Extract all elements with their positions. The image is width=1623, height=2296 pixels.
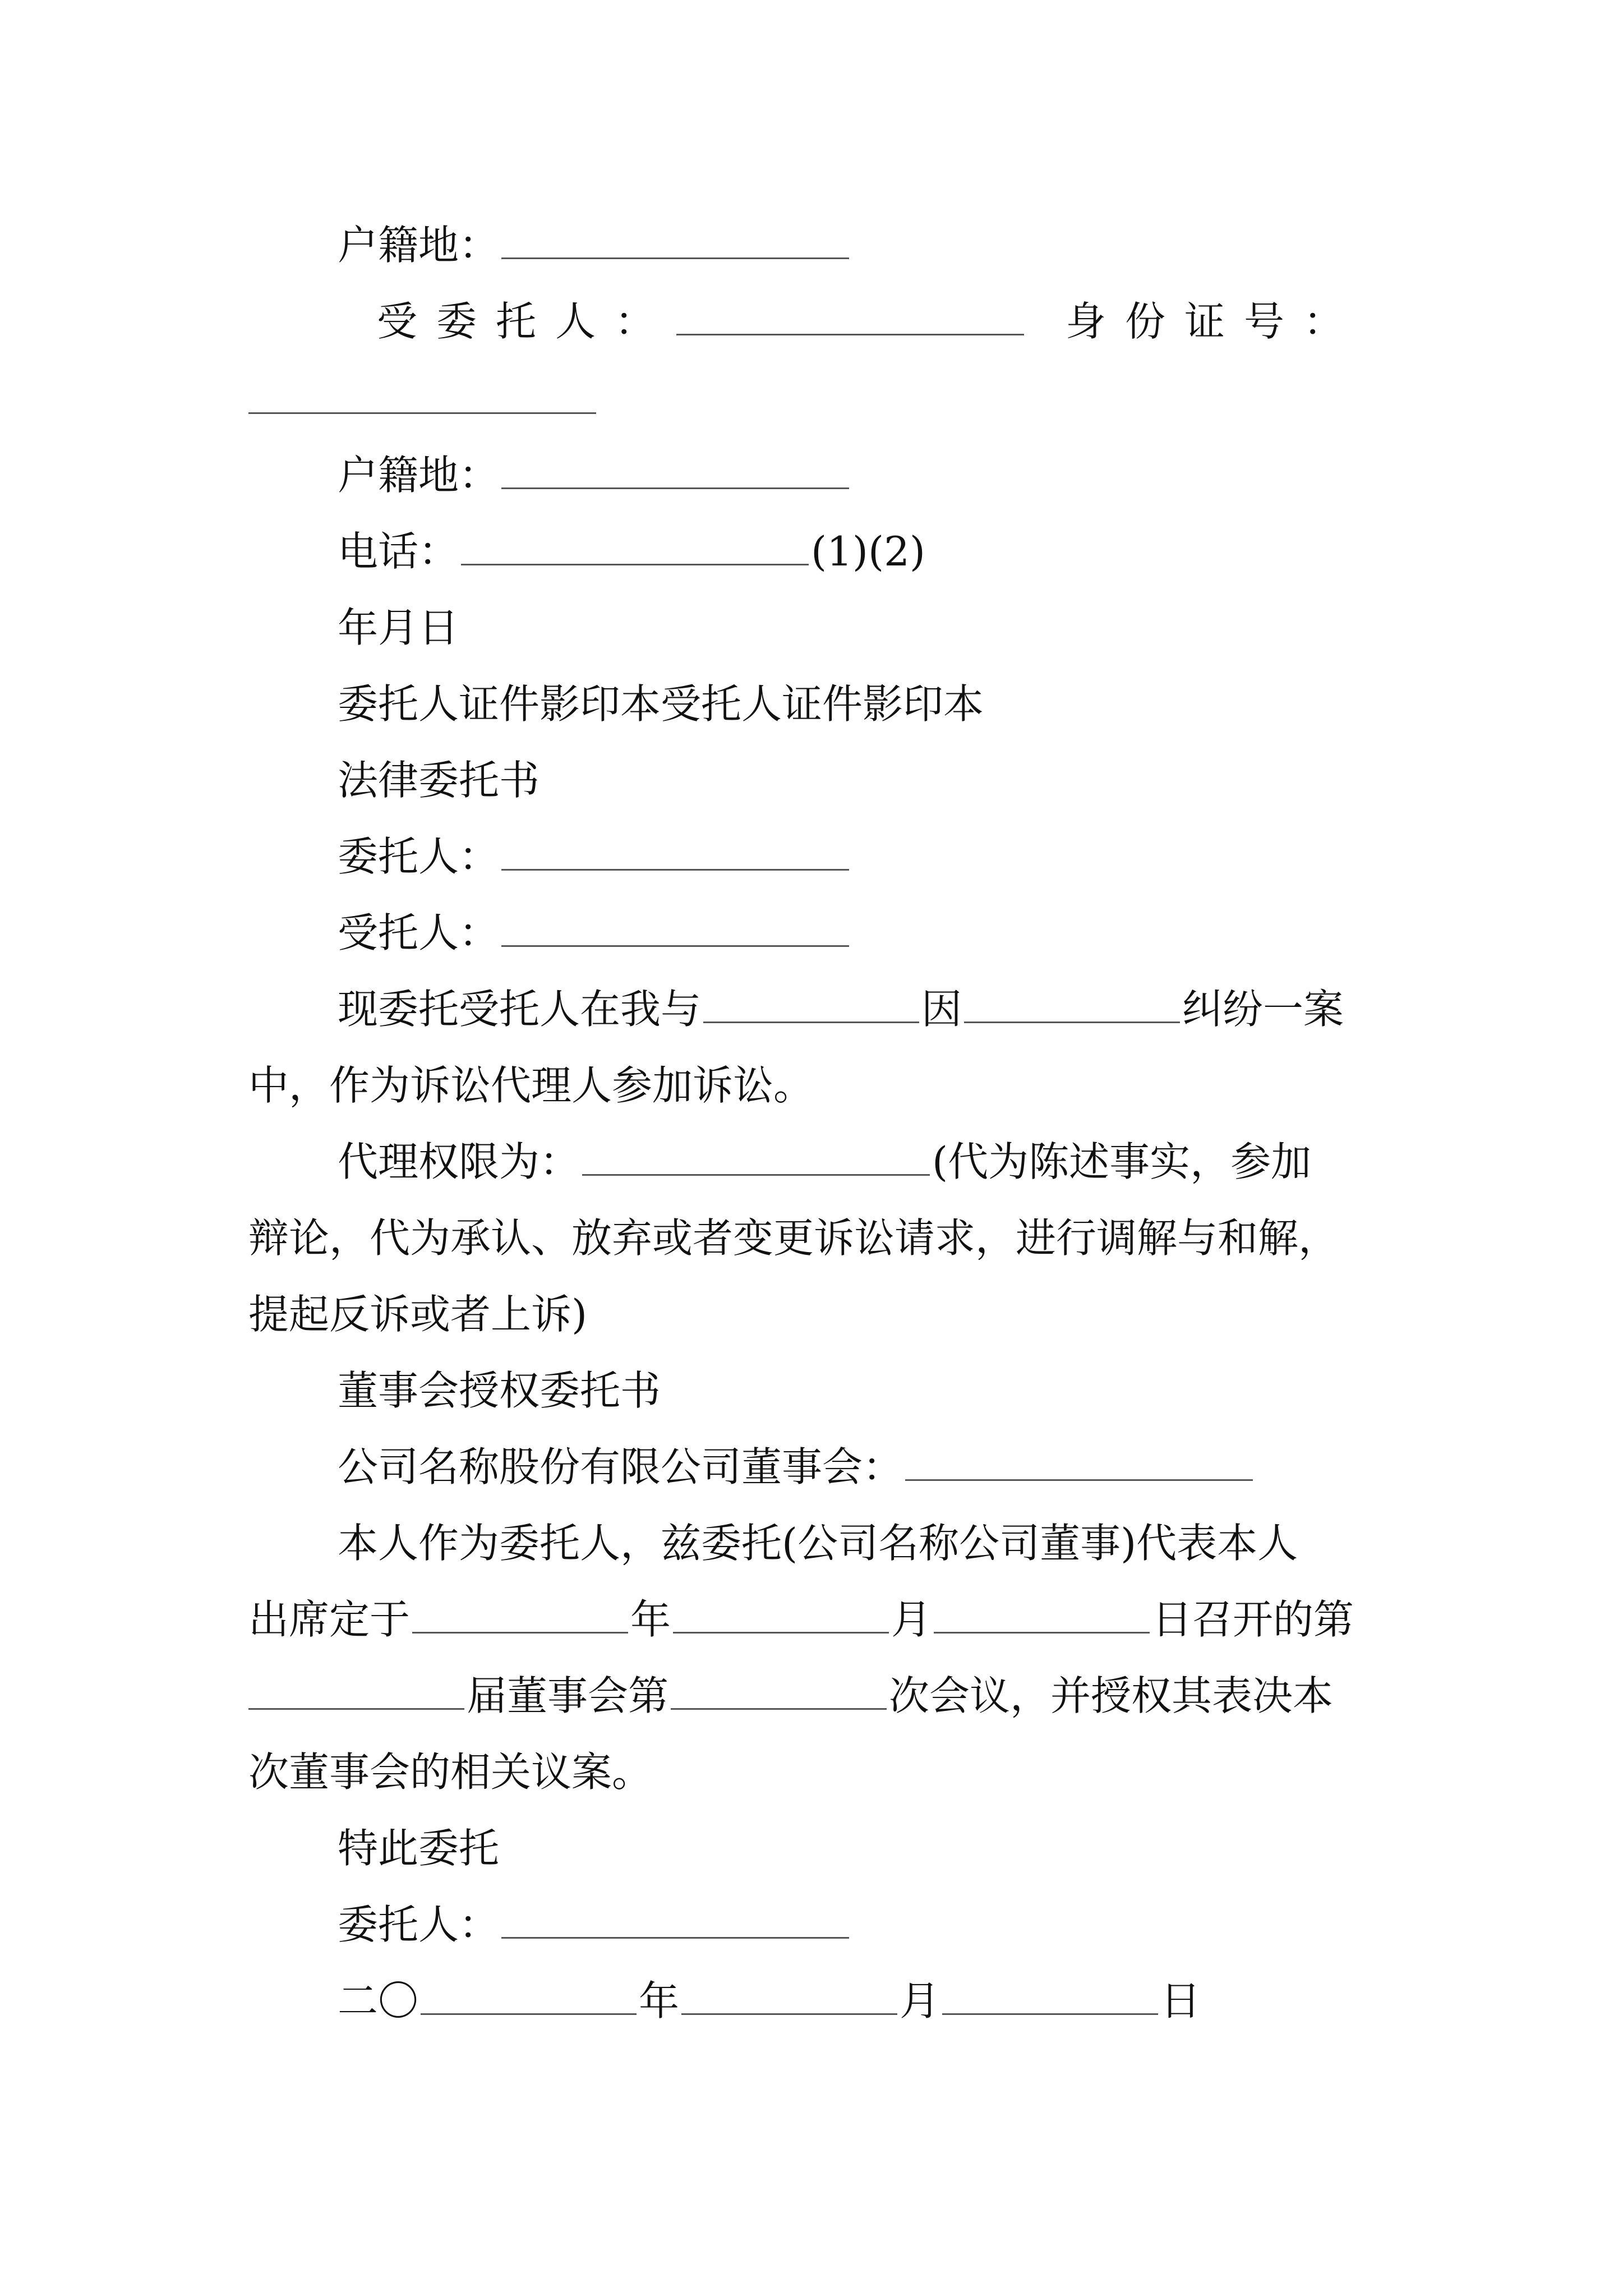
household-register-blank-2[interactable] [501,455,849,489]
id-number-blank[interactable] [248,380,596,414]
case-text-1: 现委托受托人在我与 [338,986,702,1033]
board-power-title [0,1365,1623,1416]
authority-text-3: 提起反诉或者上诉) [248,1291,588,1338]
signature-day-text: 日 [1160,1977,1201,2024]
case-continuation-text: 中，作为诉讼代理人参加诉讼。 [248,1062,814,1109]
authority-text-1: (代为陈述事实，参加 [932,1138,1312,1185]
meeting-year-blank[interactable] [412,1599,628,1634]
legal-power-title [0,755,1623,806]
date-text: 年月日 [338,604,459,651]
principal-line [0,831,1623,882]
household-register-label-2: 户籍地： [338,452,500,499]
signature-date-prefix: 二〇 [338,1977,419,2024]
board-power-title-text: 董事会授权委托书 [338,1367,661,1414]
household-register-line-2 [0,450,1623,500]
opponent-blank[interactable] [703,989,919,1023]
meeting-day-blank[interactable] [934,1599,1150,1634]
principal-blank[interactable] [501,836,849,871]
hereby-entrust-text: 特此委托 [338,1825,500,1872]
id-number-blank-line [0,375,1623,425]
signature-month-text: 月 [900,1977,940,2024]
trustee-name-blank[interactable] [676,301,1024,335]
signature-principal-line [0,1899,1623,1950]
agent-line [0,908,1623,958]
signature-year-text: 年 [639,1977,680,2024]
board-body-line-2 [0,1594,1623,1645]
signature-day-blank[interactable] [942,1981,1158,2015]
authority-blank[interactable] [582,1142,930,1176]
board-body-line-4 [0,1747,1623,1797]
phone-suffix: (1)(2) [811,528,925,575]
phone-blank[interactable] [461,531,809,565]
dispute-blank[interactable] [964,989,1180,1023]
signature-year-blank[interactable] [421,1981,637,2015]
month-text: 月 [891,1596,932,1643]
trustee-line [0,296,1623,347]
case-text-2: 因 [921,986,962,1033]
authority-text-2: 辩论，代为承认、放弃或者变更诉讼请求，进行调解与和解， [248,1214,1339,1262]
phone-label: 电话： [338,528,459,575]
household-register-label: 户籍地： [338,222,500,269]
principal-label: 委托人： [338,833,500,880]
meeting-number-blank[interactable] [671,1676,887,1710]
id-number-label: 身份证号： [1066,298,1363,345]
signature-date-line [0,1976,1623,2026]
day-text: 日召开的第 [1152,1596,1354,1643]
hereby-entrust-line [0,1823,1623,1874]
household-register-blank[interactable] [501,225,849,259]
board-body-text-4: 次董事会的相关议案。 [248,1749,653,1796]
case-continuation-line [0,1060,1623,1111]
phone-line [0,526,1623,577]
trustee-label: 受委托人： [377,298,675,345]
agent-label: 受托人： [338,909,500,956]
signature-month-blank[interactable] [681,1981,897,2015]
board-body-line-1 [0,1518,1623,1568]
agent-blank[interactable] [501,913,849,947]
board-body-text-2: 出席定于 [248,1596,411,1643]
id-copies-line [0,679,1623,729]
board-body-text-3: 次会议，并授权其表决本 [889,1672,1334,1719]
case-line [0,984,1623,1034]
legal-power-title-text: 法律委托书 [338,757,540,804]
signature-principal-label: 委托人： [338,1901,500,1948]
year-text: 年 [630,1596,671,1643]
authority-label: 代理权限为： [338,1138,580,1185]
board-name-line [0,1442,1623,1492]
signature-principal-blank[interactable] [501,1904,849,1939]
meeting-month-blank[interactable] [673,1599,889,1634]
board-session-text: 届董事会第 [467,1672,669,1719]
authority-line [0,1137,1623,1187]
household-register-line-1 [0,220,1623,270]
board-body-line-3 [0,1671,1623,1721]
board-body-text-1: 本人作为委托人，兹委托(公司名称公司董事)代表本人 [338,1520,1298,1567]
date-line [0,602,1623,653]
id-copies-text: 委托人证件影印本受托人证件影印本 [338,680,984,728]
board-name-label: 公司名称股份有限公司董事会： [338,1443,903,1490]
authority-continuation-line-2 [0,1289,1623,1340]
board-session-blank[interactable] [248,1676,464,1710]
authority-continuation-line-1 [0,1213,1623,1263]
case-text-3: 纠纷一案 [1182,986,1344,1033]
board-name-blank[interactable] [905,1447,1253,1481]
